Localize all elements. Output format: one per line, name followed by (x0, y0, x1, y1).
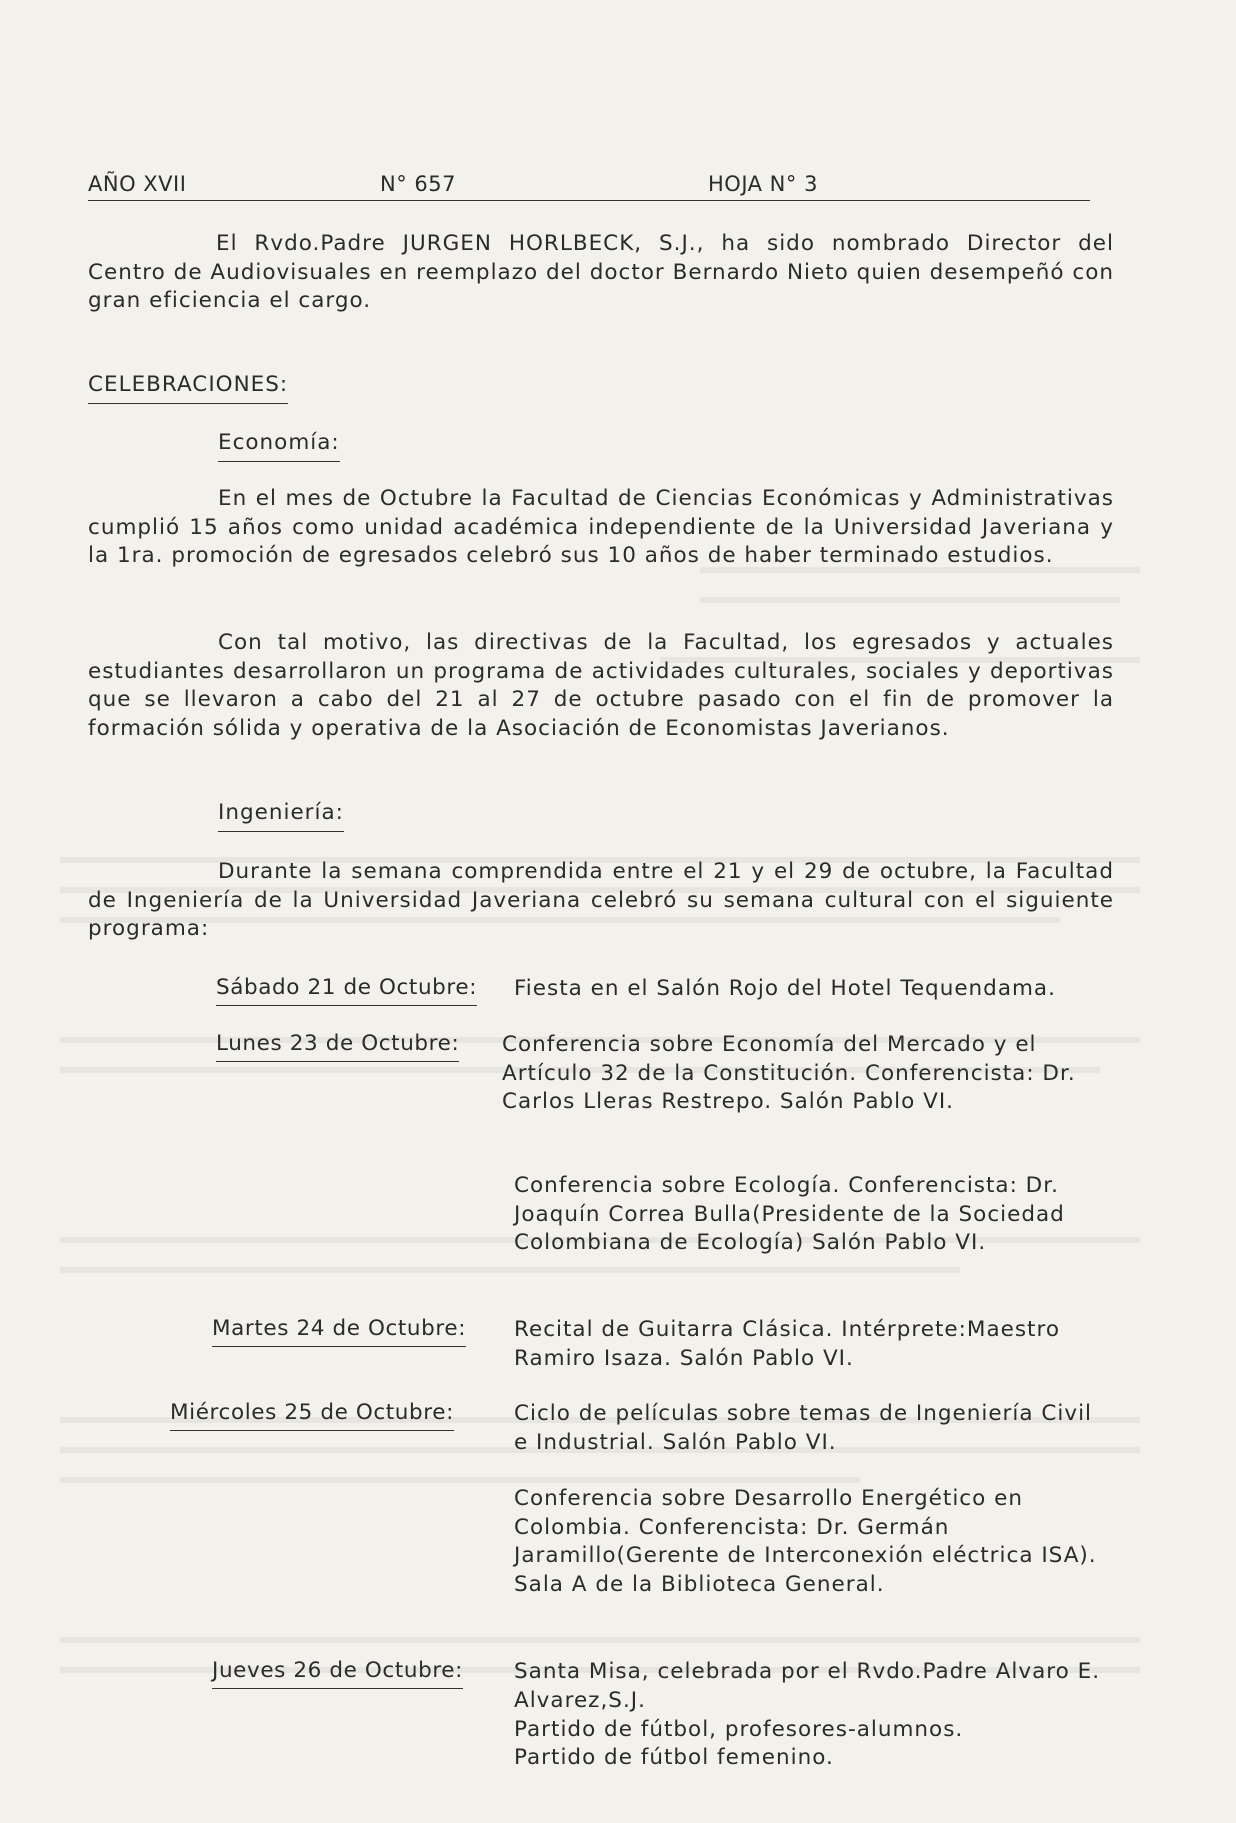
schedule-day-tuesday: Martes 24 de Octubre: (212, 1316, 466, 1347)
schedule-event: Fiesta en el Salón Rojo del Hotel Tequendama. (514, 976, 1056, 1001)
page-header (88, 172, 1090, 201)
schedule-event: Santa Misa, celebrada por el Rvdo.Padre Alvaro E. Alvarez,S.J. (514, 1659, 1101, 1713)
schedule-event: Conferencia sobre Desarrollo Energético en Colombia. Conferencista: Dr. Germán Jaramillo(Gerente de Interconexión eléctrica ISA). Sala A de la Biblioteca General. (514, 1486, 1097, 1598)
schedule-event: Conferencia sobre Economía del Mercado y el Artículo 32 de la Constitución. Conferencista: Dr. Carlos Lleras Restrepo. Salón Pablo VI. (502, 1032, 1076, 1115)
schedule-event: Ciclo de películas sobre temas de Ingeniería Civil e Industrial. Salón Pablo VI. (514, 1401, 1093, 1455)
economia-heading: Economía: (218, 430, 340, 462)
schedule-event: Recital de Guitarra Clásica. Intérprete:Maestro Ramiro Isaza. Salón Pablo VI. (514, 1317, 1061, 1371)
schedule-day-thursday: Jueves 26 de Octubre: (212, 1658, 463, 1689)
schedule-day-wednesday: Miércoles 25 de Octubre: (170, 1400, 454, 1431)
economia-paragraph-2: Con tal motivo, las directivas de la Facultad, los egresados y actuales estudiantes desarrollaron un programa de actividades culturales, sociales y deportivas que se llevaron a cabo del 21 al 27 de octubre pasado con el fin de promover la formación sólida y operativa de la Asociación de Economistas Javerianos. (88, 630, 1114, 742)
schedule-day-saturday: Sábado 21 de Octubre: (216, 975, 477, 1006)
ingenieria-paragraph: Durante la semana comprendida entre el 21 y el 29 de octubre, la Facultad de Ingeniería de la Universidad Javeriana celebró su semana cultural con el siguiente programa: (88, 859, 1114, 942)
economia-paragraph-1: En el mes de Octubre la Facultad de Ciencias Económicas y Administrativas cumplió 15 años como unidad académica independiente de la Universidad Javeriana y la 1ra. promoción de egresados celebró sus 10 años de haber terminado estudios. (88, 486, 1114, 569)
header-year: AÑO XVII (88, 172, 187, 196)
ingenieria-heading: Ingeniería: (218, 800, 344, 832)
header-number: N° 657 (380, 172, 456, 196)
schedule-event: Conferencia sobre Ecología. Conferencista: Dr. Joaquín Correa Bulla(Presidente de la Sociedad Colombiana de Ecología) Salón Pablo VI. (514, 1173, 1065, 1256)
schedule-event: Partido de fútbol femenino. (514, 1745, 834, 1770)
header-sheet: HOJA N° 3 (708, 172, 818, 196)
schedule-event: Partido de fútbol, profesores-alumnos. (514, 1717, 964, 1742)
section-title: CELEBRACIONES: (88, 372, 288, 404)
intro-paragraph: El Rvdo.Padre JURGEN HORLBECK, S.J., ha sido nombrado Director del Centro de Audiovisuales en reemplazo del doctor Bernardo Nieto quien desempeñó con gran eficiencia el cargo. (88, 231, 1114, 314)
schedule-day-monday: Lunes 23 de Octubre: (216, 1031, 459, 1062)
